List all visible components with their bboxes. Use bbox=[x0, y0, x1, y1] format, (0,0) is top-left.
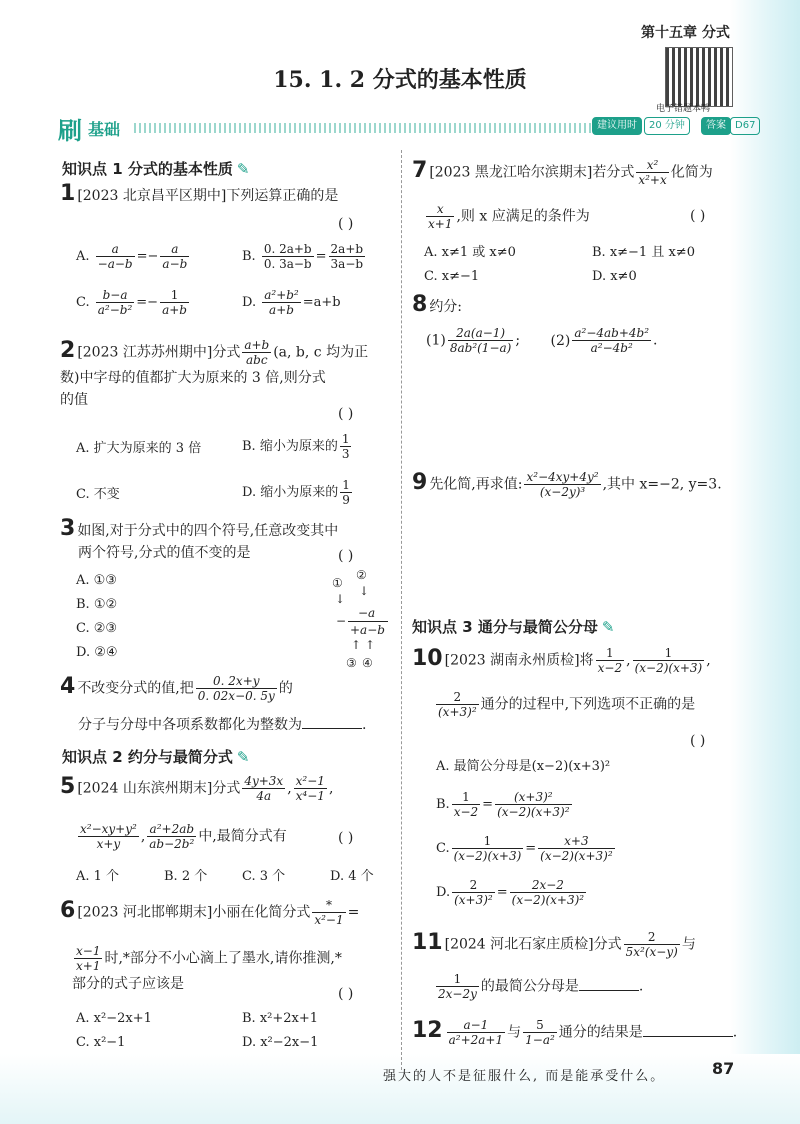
q7-option-a[interactable]: A. x≠1 或 x≠0 bbox=[424, 245, 516, 260]
page-title: 15. 1. 2 分式的基本性质 bbox=[273, 67, 527, 93]
question-5: 5 [2024 山东滨州期末]分式 $\frac{4y+3x}{4a}$ , $\frac{\text{x²−1}}{\text{x⁴−1}}$ , bbox=[60, 773, 334, 803]
qr-label: 电子错题本鸭 bbox=[656, 104, 711, 114]
question-6: 6 [2023 河北邯郸期末]小丽在化简分式 $\frac{*}{\text{x²−1}}$ = bbox=[60, 897, 360, 927]
answer-paren-6[interactable]: ( ) bbox=[338, 986, 354, 1002]
answer-value: D67 bbox=[730, 117, 760, 135]
time-label: 建议用时 bbox=[592, 117, 642, 135]
answer-paren-3[interactable]: ( ) bbox=[338, 548, 354, 564]
question-8: 8 约分: bbox=[412, 292, 463, 317]
question-5-line2: $\frac{\text{x²−xy+y²}}{x+y}$ , $\frac{\text{a²+2ab}}{\text{ab−2b²}}$ 中,最简分式有 bbox=[80, 822, 287, 851]
q2-option-c[interactable]: C. 不变 bbox=[76, 487, 120, 502]
q1-option-b[interactable]: B. $\frac{0. 2a+b}{0. 3a-b}$ = $\frac{2a+b}{3a-b}$ bbox=[242, 242, 364, 271]
question-11-line2: $\frac{1}{2x-2y}$ 的最简公分母是 . bbox=[438, 972, 644, 1001]
time-value: 20 分钟 bbox=[644, 117, 690, 135]
banner-sub: 基础 bbox=[88, 120, 121, 139]
q1-option-c[interactable]: C. $\frac{b-a}{\text{a²−b²}}$ =− $\frac{1}{a+b}$ bbox=[76, 288, 187, 317]
answer-paren-2[interactable]: ( ) bbox=[338, 406, 354, 422]
q3-option-b[interactable]: B. ①② bbox=[76, 597, 118, 612]
sign-figure: ① ② ↓ ↓ − −a +a−b ↑ ↑ ③ ④ bbox=[332, 568, 392, 676]
footer-quote: 强大的人不是征服什么, 而是能承受什么。 bbox=[383, 1069, 666, 1084]
q6-option-d[interactable]: D. x²−2x−1 bbox=[242, 1035, 319, 1050]
question-4: 4 不改变分式的值,把 $\frac{0. 2x+y}{0. 02x-0. 5y}$ 的 bbox=[60, 673, 293, 703]
q7-option-d[interactable]: D. x≠0 bbox=[592, 269, 637, 284]
q2-option-a[interactable]: A. 扩大为原来的 3 倍 bbox=[76, 441, 202, 456]
q2-option-b[interactable]: B. 缩小为原来的 $\frac{1}{3}$ bbox=[242, 432, 350, 461]
question-2: 2 [2023 江苏苏州期中]分式 $\frac{a+b}{\text{abc}}$ (a, b, c 均为正 数)中字母的值都扩大为原来的 3 倍,则分式 的值 bbox=[60, 337, 369, 408]
qr-code[interactable] bbox=[665, 47, 733, 107]
question-10-line2: $\frac{2}{\text{(x+3)²}}$ 通分的过程中,下列选项不正确的是 bbox=[438, 690, 696, 719]
q7-option-b[interactable]: B. x≠−1 且 x≠0 bbox=[592, 245, 695, 260]
question-7: 7 [2023 黑龙江哈尔滨期末]若分式 $\frac{\text{x²}}{\text{x²+x}}$ 化简为 bbox=[412, 157, 713, 187]
answer-label: 答案 bbox=[701, 117, 731, 135]
answer-paren-7[interactable]: ( ) bbox=[690, 208, 706, 224]
q2-option-d[interactable]: D. 缩小为原来的 $\frac{1}{9}$ bbox=[242, 478, 350, 507]
knowledge-point-3: 知识点 3 通分与最简公分母 ✎ bbox=[412, 618, 615, 636]
blank-4[interactable] bbox=[302, 728, 362, 729]
q5-option-d[interactable]: D. 4 个 bbox=[330, 869, 374, 884]
q3-option-c[interactable]: C. ②③ bbox=[76, 621, 118, 636]
knowledge-point-1: 知识点 1 分式的基本性质 ✎ bbox=[62, 160, 250, 178]
page-number: 87 bbox=[712, 1059, 735, 1078]
chapter-header: 第十五章 分式 bbox=[641, 25, 730, 41]
q3-option-a[interactable]: A. ①③ bbox=[76, 573, 117, 588]
question-12: 12 $\frac{a-1}{\text{a²+2a+1}}$ 与 $\frac{5}{\text{1−a²}}$ 通分的结果是 . bbox=[412, 1017, 738, 1047]
question-7-line2: $\frac{x}{x+1}$ ,则 x 应满足的条件为 bbox=[428, 202, 590, 231]
question-3: 3 如图,对于分式中的四个符号,任意改变其中 两个符号,分式的值不变的是 bbox=[60, 516, 339, 561]
banner-mark: 刷 bbox=[58, 117, 82, 145]
section-banner bbox=[58, 111, 756, 145]
q6-option-c[interactable]: C. x²−1 bbox=[76, 1035, 126, 1050]
q5-option-a[interactable]: A. 1 个 bbox=[76, 869, 120, 884]
question-4-line2: 分子与分母中各项系数都化为整数为 . bbox=[78, 717, 367, 733]
banner-stripe bbox=[134, 123, 644, 133]
q1-option-d[interactable]: D. $\frac{\text{a²+b²}}{a+b}$ =a+b bbox=[242, 288, 341, 317]
q10-option-a[interactable]: A. 最简公分母是(x−2)(x+3)² bbox=[436, 759, 611, 774]
q5-option-b[interactable]: B. 2 个 bbox=[164, 869, 208, 884]
question-6-line2: $\frac{x-1}{x+1}$ 时,*部分不小心滴上了墨水,请你推测,* 部分的式子应该是 bbox=[72, 944, 342, 992]
column-divider bbox=[401, 150, 402, 1070]
q1-option-a[interactable]: A. $\frac{a}{-a-b}$ =− $\frac{a}{a-b}$ bbox=[76, 242, 188, 271]
blank-12[interactable] bbox=[643, 1036, 733, 1037]
q6-option-b[interactable]: B. x²+2x+1 bbox=[242, 1011, 319, 1026]
q3-option-d[interactable]: D. ②④ bbox=[76, 645, 118, 660]
q6-option-a[interactable]: A. x²−2x+1 bbox=[76, 1011, 152, 1026]
question-1: 1 [2023 北京昌平区期中]下列运算正确的是 bbox=[60, 181, 339, 206]
question-8-parts: (1) $\frac{2a(a-1)}{\text{8ab²(1−a)}}$ ; (2) $\frac{\text{a²−4ab+4b²}}{\text{a²−4b²}}$ . bbox=[426, 326, 658, 355]
q7-option-c[interactable]: C. x≠−1 bbox=[424, 269, 480, 284]
question-9: 9 先化简,再求值: $\frac{\text{x²−4xy+4y²}}{\text{(x−2y)³}}$ ,其中 x=−2, y=3. bbox=[412, 469, 722, 499]
answer-paren-5[interactable]: ( ) bbox=[338, 830, 354, 846]
answer-paren-1[interactable]: ( ) bbox=[338, 216, 354, 232]
knowledge-point-2: 知识点 2 约分与最简分式 ✎ bbox=[62, 748, 250, 766]
question-10: 10 [2023 湖南永州质检]将 $\frac{1}{x-2}$ , $\frac{1}{(x-2)(x+3)}$ , bbox=[412, 645, 711, 675]
q10-option-c[interactable]: C. $\frac{1}{(x-2)(x+3)}$ = $\frac{x+3}{\text{(x−2)(x+3)²}}$ bbox=[436, 834, 613, 863]
q10-option-b[interactable]: B. $\frac{1}{x-2}$ = $\frac{\text{(x+3)²}}{\text{(x−2)(x+3)²}}$ bbox=[436, 790, 570, 819]
q5-option-c[interactable]: C. 3 个 bbox=[242, 869, 286, 884]
answer-paren-10[interactable]: ( ) bbox=[690, 733, 706, 749]
question-11: 11 [2024 河北石家庄质检]分式 $\frac{2}{\text{5x²(x−y)}}$ 与 bbox=[412, 929, 696, 959]
blank-11[interactable] bbox=[579, 990, 639, 991]
q10-option-d[interactable]: D. $\frac{2}{\text{(x+3)²}}$ = $\frac{2x-2}{\text{(x−2)(x+3)²}}$ bbox=[436, 878, 585, 907]
